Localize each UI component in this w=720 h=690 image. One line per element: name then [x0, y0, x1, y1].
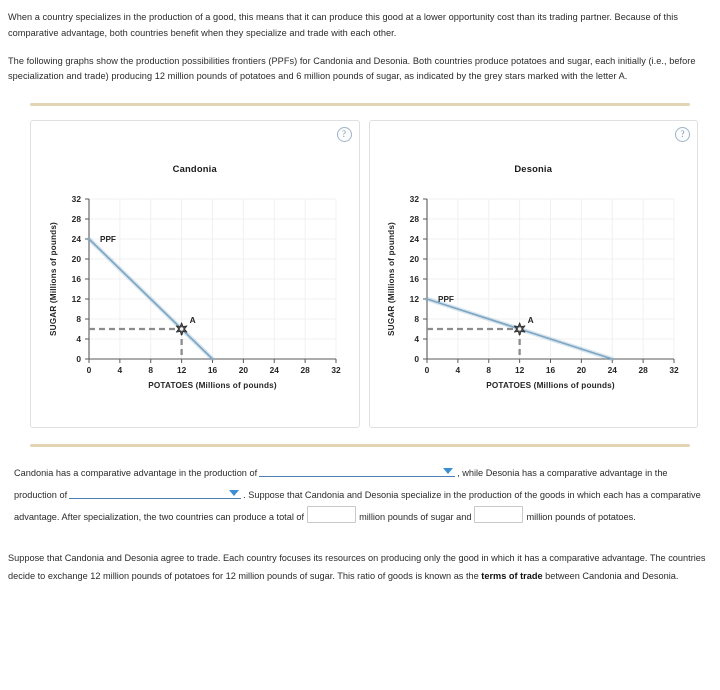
question-text-4: million pounds of sugar and: [359, 512, 472, 522]
chart-panel-desonia: [369, 120, 699, 428]
svg-text:12: 12: [176, 365, 187, 376]
svg-text:20: 20: [409, 254, 420, 265]
svg-text:24: 24: [607, 365, 618, 376]
svg-text:PPF: PPF: [438, 295, 455, 305]
potatoes-total-input[interactable]: [474, 506, 523, 523]
closing-text-before: Suppose that Candonia and Desonia agree to trade. Each country focuses its resources on producing only the good in which it has a comparative advantage. The countries decide to exchange 12 million pounds of potatoes for 12 million pounds of sugar. This ratio of goods is known as the: [8, 553, 706, 581]
divider-top: [30, 103, 690, 106]
svg-text:4: 4: [76, 334, 81, 345]
svg-text:12: 12: [515, 365, 525, 376]
svg-text:20: 20: [576, 365, 587, 376]
chart-title-desonia: Desonia: [514, 163, 553, 175]
svg-text:32: 32: [71, 194, 81, 205]
chevron-down-icon: [229, 490, 239, 496]
divider-bottom: [30, 444, 690, 447]
svg-text:SUGAR (Millions of pounds): SUGAR (Millions of pounds): [387, 222, 397, 337]
svg-text:4: 4: [414, 334, 420, 345]
comparative-advantage-dropdown-candonia[interactable]: [259, 463, 455, 477]
question-text-1: Candonia has a comparative advantage in the production of: [14, 468, 258, 479]
svg-text:PPF: PPF: [99, 235, 116, 245]
svg-text:16: 16: [207, 365, 217, 376]
help-icon[interactable]: ?: [675, 127, 690, 142]
svg-text:16: 16: [546, 365, 556, 376]
terms-of-trade-term: terms of trade: [481, 570, 543, 581]
intro-paragraph-2: The following graphs show the production possibilities frontiers (PPFs) for Candonia and Desonia. Both countries produce potatoes and sugar, each initially (i.e., before specialization and trade) producing 12 million pounds of potatoes and 6 million pounds of sugar, as indicated by the grey stars marked with the letter A.: [8, 55, 696, 82]
svg-text:8: 8: [148, 365, 153, 376]
svg-text:POTATOES (Millions of pounds): POTATOES (Millions of pounds): [148, 381, 277, 391]
plot-area-desonia: [370, 191, 698, 406]
svg-text:POTATOES (Millions of pounds): POTATOES (Millions of pounds): [486, 381, 615, 391]
svg-text:32: 32: [669, 365, 679, 376]
svg-text:0: 0: [76, 354, 81, 365]
svg-text:0: 0: [414, 354, 420, 365]
svg-text:8: 8: [486, 365, 492, 376]
closing-paragraph: [8, 550, 712, 585]
svg-text:8: 8: [414, 314, 420, 325]
intro-section: [8, 0, 712, 85]
svg-text:16: 16: [71, 274, 81, 285]
help-icon[interactable]: ?: [337, 127, 352, 142]
svg-text:4: 4: [455, 365, 461, 376]
svg-text:28: 28: [71, 214, 81, 225]
svg-text:0: 0: [424, 365, 430, 376]
question-text-3: . Suppose that Candonia and Desonia specialize in the production of the goods in which each has a comparative advantage. After specialization, the two countries can produce a total of: [14, 489, 701, 522]
svg-text:20: 20: [238, 365, 248, 376]
chevron-down-icon: [443, 468, 453, 474]
chart-panel-candonia: [30, 120, 360, 428]
svg-text:A: A: [189, 315, 196, 326]
svg-text:24: 24: [71, 234, 81, 245]
svg-text:SUGAR (Millions of pounds): SUGAR (Millions of pounds): [48, 222, 58, 337]
plot-area-candonia: [31, 191, 359, 406]
intro-paragraph-1: When a country specializes in the production of a good, this means that it can produce this good at a lower opportunity cost than its trading partner. Because of this comparative advantage, both countries benefit when they specialize and trade with each other.: [8, 12, 679, 38]
svg-text:12: 12: [409, 294, 420, 305]
comparative-advantage-dropdown-desonia[interactable]: [69, 485, 241, 499]
svg-text:24: 24: [409, 234, 420, 245]
closing-text-after: between Candonia and Desonia.: [542, 570, 679, 581]
charts-container: [8, 120, 712, 428]
question-text-5: million pounds of potatoes.: [526, 512, 636, 522]
ppf-chart-candonia: [45, 191, 345, 401]
svg-text:16: 16: [409, 274, 420, 285]
svg-text:24: 24: [269, 365, 279, 376]
svg-text:8: 8: [76, 314, 81, 325]
svg-text:32: 32: [409, 194, 420, 205]
svg-text:4: 4: [117, 365, 122, 376]
question-block: [8, 463, 712, 528]
svg-text:28: 28: [409, 214, 420, 225]
svg-text:28: 28: [638, 365, 649, 376]
svg-text:32: 32: [331, 365, 341, 376]
svg-text:12: 12: [71, 294, 81, 305]
svg-text:A: A: [527, 315, 534, 326]
svg-text:20: 20: [71, 254, 81, 265]
chart-title-candonia: Candonia: [172, 163, 217, 175]
svg-text:0: 0: [86, 365, 92, 376]
svg-text:28: 28: [300, 365, 310, 376]
question-text-2: , while Desonia has a comparative advantage in the production of: [14, 468, 668, 500]
sugar-total-input[interactable]: [307, 506, 356, 523]
ppf-chart-desonia: [383, 191, 683, 401]
